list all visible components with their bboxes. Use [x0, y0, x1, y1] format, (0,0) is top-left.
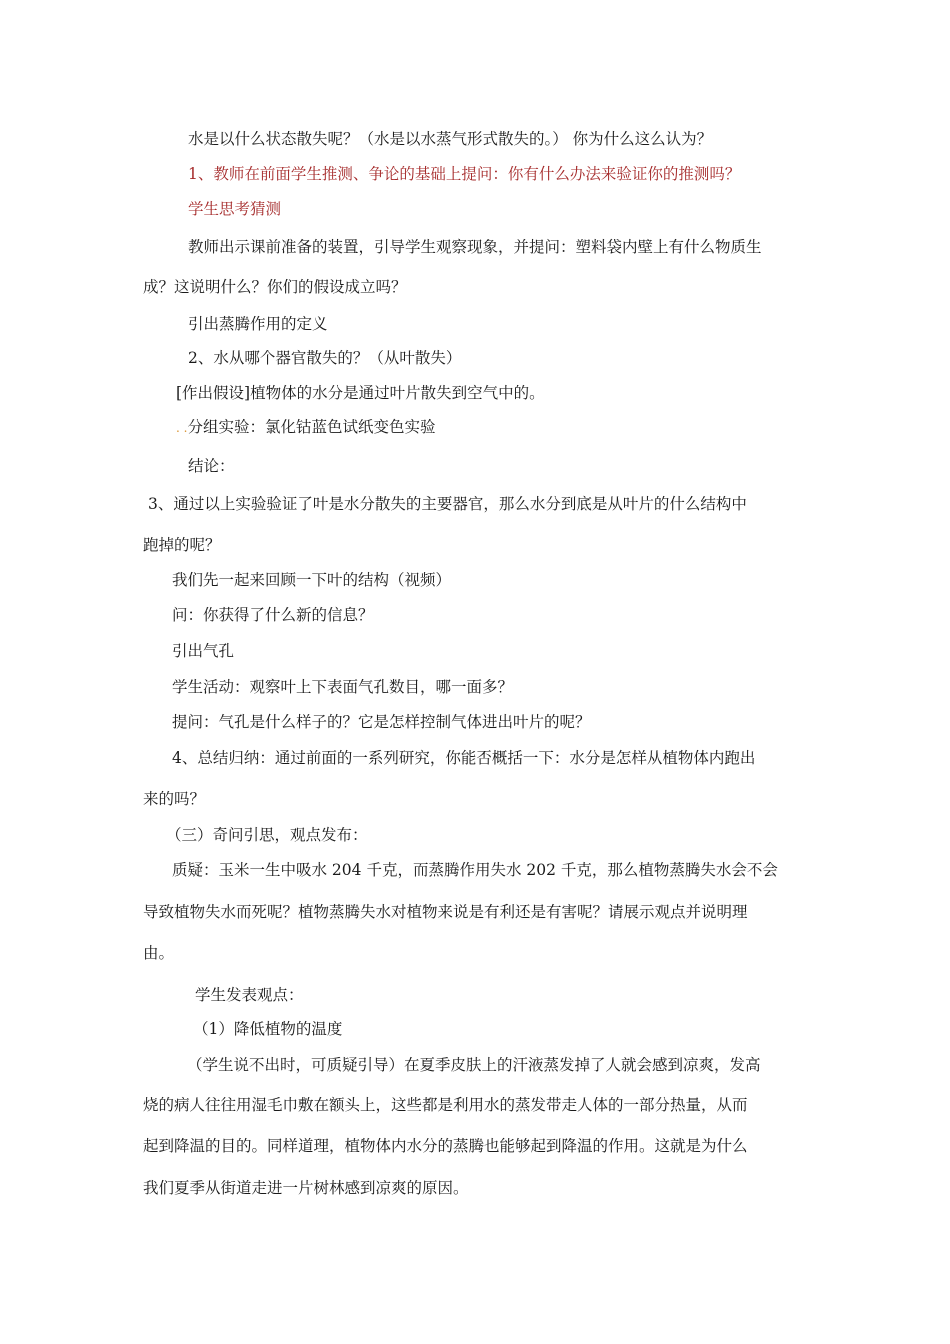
paragraph-line: 起到降温的目的。同样道理，植物体内水分的蒸腾也能够起到降温的作用。这就是为什么: [143, 1137, 748, 1155]
paragraph-line: 跑掉的呢？: [143, 536, 221, 554]
paragraph-line: 学生发表观点：: [195, 986, 304, 1004]
paragraph-line: 结论：: [188, 457, 235, 475]
paragraph-line-highlight: 学生思考猜测: [188, 200, 282, 218]
paragraph-line: 水是以什么状态散失呢？（水是以水蒸气形式散失的。） 你为什么这么认为？: [188, 130, 713, 148]
paragraph-line: 3、通过以上实验验证了叶是水分散失的主要器官，那么水分到底是从叶片的什么结构中: [148, 495, 747, 513]
paragraph-line: 我们先一起来回顾一下叶的结构（视频）: [172, 571, 452, 589]
paragraph-line: 问：你获得了什么新的信息？: [172, 606, 374, 624]
paragraph-line: 2、水从哪个器官散失的？（从叶散失）: [188, 349, 462, 367]
paragraph-line: （学生说不出时，可质疑引导）在夏季皮肤上的汗液蒸发掉了人就会感到凉爽，发高: [187, 1056, 761, 1074]
paragraph-line: 我们夏季从街道走进一片树林感到凉爽的原因。: [143, 1179, 469, 1197]
marker-dots: . .: [176, 421, 188, 435]
paragraph-line: （1）降低植物的温度: [193, 1020, 343, 1038]
paragraph-line: 提问：气孔是什么样子的？它是怎样控制气体进出叶片的呢？: [172, 713, 591, 731]
paragraph-line: 4、总结归纳：通过前面的一系列研究，你能否概括一下：水分是怎样从植物体内跑出: [172, 749, 756, 767]
paragraph-line: 来的吗？: [143, 790, 206, 808]
paragraph-line: 由。: [143, 944, 175, 962]
paragraph-line: 教师出示课前准备的装置，引导学生观察现象，并提问：塑料袋内壁上有什么物质生: [188, 238, 762, 256]
paragraph-line: 引出气孔: [172, 642, 235, 660]
paragraph-line: 质疑：玉米一生中吸水 204 千克，而蒸腾作用失水 202 千克，那么植物蒸腾失水会不会: [172, 861, 778, 879]
paragraph-line: [作出假设]植物体的水分是通过叶片散失到空气中的。: [176, 384, 545, 402]
paragraph-line: 烧的病人往往用湿毛巾敷在额头上，这些都是利用水的蒸发带走人体的一部分热量，从而: [143, 1096, 748, 1114]
paragraph-line: 引出蒸腾作用的定义: [188, 315, 328, 333]
paragraph-line: 导致植物失水而死呢？植物蒸腾失水对植物来说是有利还是有害呢？请展示观点并说明理: [143, 903, 748, 921]
paragraph-line: （三）奇问引思，观点发布：: [166, 826, 368, 844]
paragraph-line-highlight: 1、教师在前面学生推测、争论的基础上提问：你有什么办法来验证你的推测吗？: [188, 165, 741, 183]
paragraph-text: 分组实验：氯化钴蓝色试纸变色实验: [187, 418, 436, 436]
paragraph-line: 学生活动：观察叶上下表面气孔数目，哪一面多？: [172, 678, 514, 696]
paragraph-line: [176, 417, 435, 438]
paragraph-line: 成？这说明什么？你们的假设成立吗？: [143, 278, 407, 296]
